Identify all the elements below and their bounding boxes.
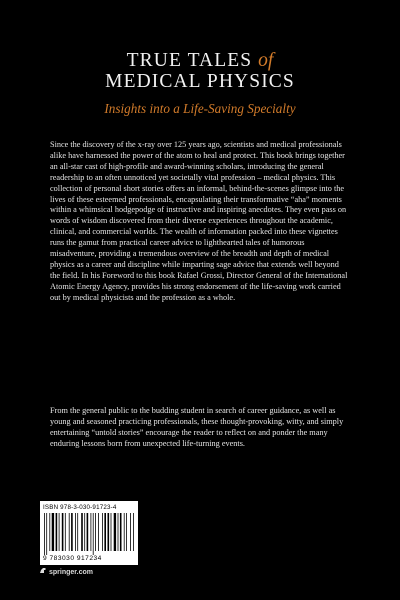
publisher-mark <box>39 567 93 577</box>
springer-horse-logo-icon <box>39 567 47 577</box>
isbn-barcode <box>40 501 138 565</box>
isbn-label: ISBN 978-3-030-91723-4 <box>43 504 117 511</box>
blurb-paragraph-2: From the general public to the budding student in search of career guidance, as well as young and seasoned practicing professionals, these thought-provoking, witty, and simply entertaining “untold stories” encourage the reader to reflect on and ponder the many enduring lessons born from unexpected life-turning events. <box>50 406 344 448</box>
ean-digits: 9 783030 917234 <box>43 555 102 562</box>
book-title-line-1 <box>0 50 400 72</box>
book-title-line-2: MEDICAL PHYSICS <box>105 71 295 92</box>
blurb-paragraph-1: Since the discovery of the x-ray over 125 years ago, scientists and medical professionals alike have harnessed the power of the atom to heal and protect. This book brings together an all-star cast of high-profile and award-winning scholars, introducing the general readership to an often unnoticed yet societally vital profession – medical physics. This collection of personal short stories offers an informal, behind-the-scenes glimpse into the lives of these esteemed professionals, encapsulating their transformative “aha” moments within a whimsical hodgepodge of instructive and inspiring anecdotes. They even pass on words of wisdom discovered from their diverse experiences throughout the academic, clinical, and commercial worlds. The wealth of information packed into these vignettes runs the gamut from practical career advice to lighthearted tales of humorous misadventure, providing a tremendous overview of the breadth and depth of medical physics as a career and discipline while imparting sage advice that extends well beyond the field. In his Foreword to this book Rafael Grossi, Director General of the International Atomic Energy Agency, provides his strong endorsement of the life-saving work carried out by medical physicists and the profession as a whole. <box>50 140 348 302</box>
title-part-1: TRUE TALES <box>126 50 259 71</box>
book-subtitle: Insights into a Life-Saving Specialty <box>104 101 296 116</box>
barcode-bars-icon <box>43 513 135 555</box>
title-of: of <box>258 50 274 71</box>
publisher-url: springer.com <box>49 569 93 576</box>
